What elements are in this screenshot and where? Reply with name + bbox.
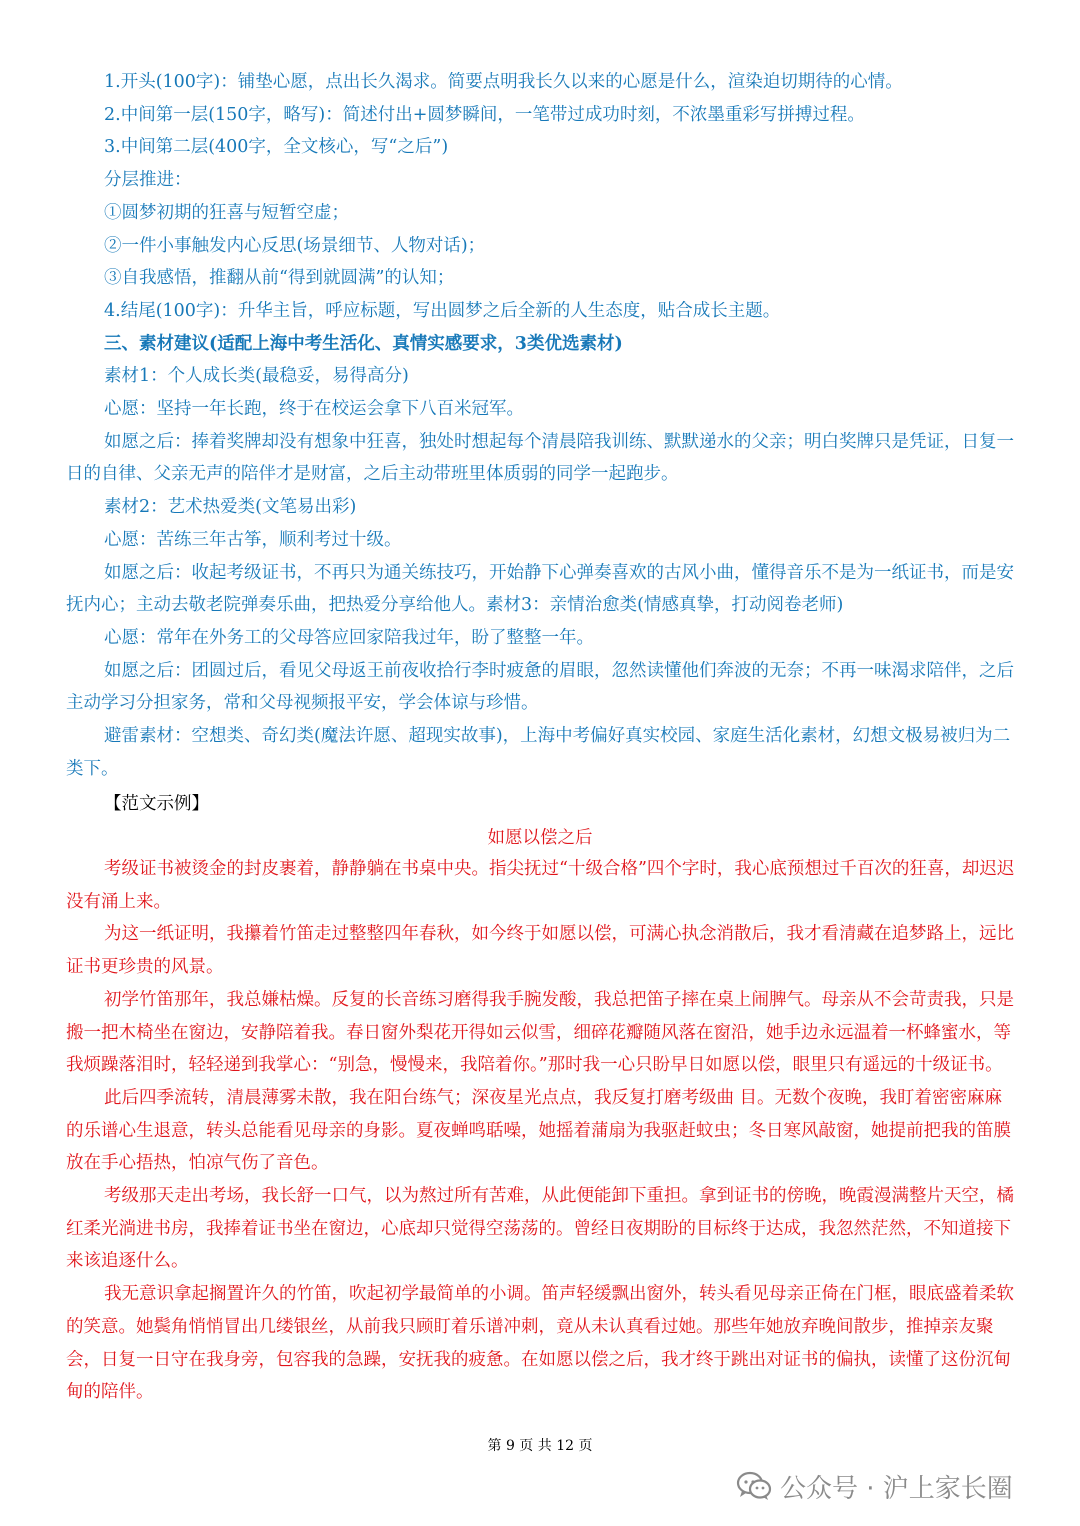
material-2-title: 素材2：艺术热爱类(文笔易出彩) [104, 497, 357, 518]
outline-point-2: ②一件小事触发内心反思(场景细节、人物对话)； [104, 235, 486, 256]
outline-item-3: 3.中间第二层(400字，全文核心，写“之后”) [104, 137, 449, 158]
material-1-wish: 心愿：坚持一年长跑，终于在校运会拿下八百米冠军。 [104, 399, 524, 420]
outline-point-3: ③自我感悟，推翻从前“得到就圆满”的认知； [104, 268, 455, 289]
page-number: 第 9 页 共 12 页 [487, 1438, 593, 1454]
avoid-materials-note: 避雷素材：空想类、奇幻类(魔法许愿、超现实故事)，上海中考偏好真实校园、家庭生活化素材，幻想文极易被归为二类下。 [66, 726, 1011, 779]
wechat-icon [736, 1471, 772, 1501]
material-1-after: 如愿之后：捧着奖牌却没有想象中狂喜，独处时想起每个清晨陪我训练、默默递水的父亲；明白奖牌只是凭证，日复一日的自律、父亲无声的陪伴才是财富，之后主动带班里体质弱的同学一起跑步。 [66, 431, 1014, 485]
essay-title: 如愿以偿之后 [487, 828, 593, 848]
outline-and-materials [66, 66, 1016, 785]
outline-item-1: 1.开头(100字)：铺垫心愿，点出长久渴求。简要点明我长久以来的心愿是什么，渲染迫切期待的心情。 [104, 72, 903, 92]
material-1-title: 素材1：个人成长类(最稳妥，易得高分) [104, 366, 409, 387]
sample-essay-label: 【范文示例】 [104, 794, 209, 814]
outline-item-4: 4.结尾(100字)：升华主旨，呼应标题，写出圆梦之后全新的人生态度，贴合成长主题。 [104, 300, 781, 321]
essay-paragraph: 我无意识拿起搁置许久的竹笛，吹起初学最简单的小调。笛声轻缓飘出窗外，转头看见母亲正倚在门框，眼底盛着柔软的笑意。她鬓角悄悄冒出几缕银丝，从前我只顾盯着乐谱冲刺，竟从未认真看过她。那些年她放弃晚间散步，推掉亲友聚会，日复一日守在我身旁，包容我的急躁，安抚我的疲惫。在如愿以偿之后，我才终于跳出对证书的偏执，读懂了这份沉甸甸的陪伴。 [66, 1284, 1014, 1403]
watermark-text: 公众号 · 沪上家长圈 [780, 1473, 1013, 1504]
material-3-wish: 心愿：常年在外务工的父母答应回家陪我过年，盼了整整一年。 [104, 627, 594, 648]
essay-paragraph: 为这一纸证明，我攥着竹笛走过整整四年春秋，如今终于如愿以偿，可满心执念消散后，我才看清藏在追梦路上，远比证书更珍贵的风景。 [66, 924, 1014, 978]
watermark [736, 1466, 1013, 1506]
material-3-after: 如愿之后：团圆过后，看见父母返王前夜收拾行李时疲惫的眉眼，忽然读懂他们奔波的无奈；不再一味渴求陪伴，之后主动学习分担家务，常和父母视频报平安，学会体谅与珍惜。 [66, 660, 1014, 714]
essay-paragraph: 考级那天走出考场，我长舒一口气，以为熬过所有苦难，从此便能卸下重担。拿到证书的傍晚，晚霞漫满整片天空，橘红柔光淌进书房，我捧着证书坐在窗边，心底却只觉得空荡荡的。曾经日夜期盼的目标终于达成，我忽然茫然，不知道接下来该追逐什么。 [66, 1186, 1014, 1272]
essay-paragraph: 初学竹笛那年，我总嫌枯燥。反复的长音练习磨得我手腕发酸，我总把笛子摔在桌上闹脾气。母亲从不会苛责我，只是搬一把木椅坐在窗边，安静陪着我。春日窗外梨花开得如云似雪，细碎花瓣随风落在窗沿，她手边永远温着一杯蜂蜜水，等我烦躁落泪时，轻轻递到我掌心：“别急，慢慢来，我陪着你。”那时我一心只盼早日如愿以偿，眼里只有遥远的十级证书。 [66, 989, 1014, 1076]
outline-subheading: 分层推进： [104, 170, 192, 191]
outline-item-2: 2.中间第一层(150字，略写)：简述付出+圆梦瞬间，一笔带过成功时刻，不浓墨重彩写拼搏过程。 [104, 104, 865, 125]
material-2-after: 如愿之后：收起考级证书，不再只为通关练技巧，开始静下心弹奏喜欢的古风小曲，懂得音乐不是为一纸证书，而是安抚内心；主动去敬老院弹奏乐曲，把热爱分享给他人。素材3：亲情治愈类(情感真挚，打动阅卷老师) [66, 562, 1014, 616]
outline-point-1: ①圆梦初期的狂喜与短暂空虚； [104, 202, 349, 223]
essay-paragraph: 此后四季流转，清晨薄雾未散，我在阳台练气；深夜星光点点，我反复打磨考级曲 目。无数个夜晚，我盯着密密麻麻的乐谱心生退意，转头总能看见母亲的身影。夏夜蝉鸣聒噪，她摇着蒲扇为我驱赶蚊虫；冬日寒风敲窗，她提前把我的笛膜放在手心捂热，怕凉气伤了音色。 [66, 1087, 1011, 1174]
essay-body [66, 853, 1016, 1409]
material-2-wish: 心愿：苦练三年古筝，顺利考过十级。 [104, 529, 402, 550]
essay-paragraph: 考级证书被烫金的封皮裹着，静静躺在书桌中央。指尖抚过“十级合格”四个字时，我心底预想过千百次的狂喜，却迟迟没有涌上来。 [66, 859, 1015, 912]
section-heading-materials: 三、素材建议(适配上海中考生活化、真情实感要求，3类优选素材) [104, 333, 623, 354]
